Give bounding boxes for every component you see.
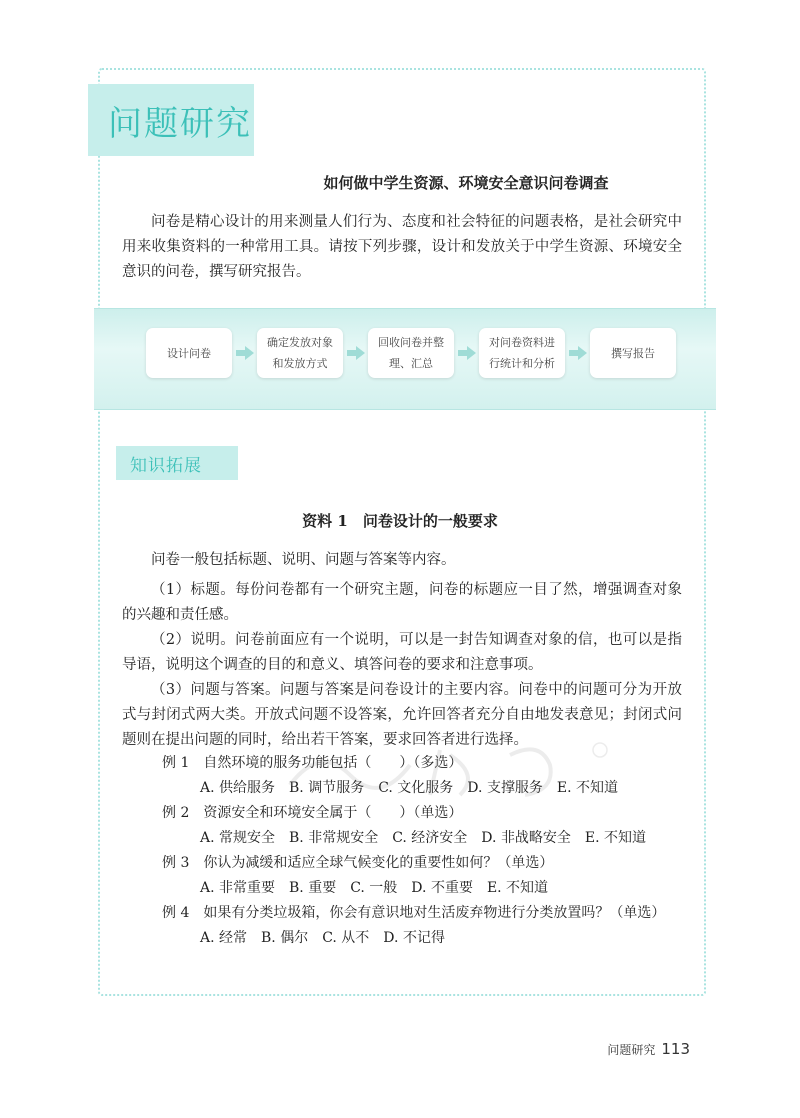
right-arrow-icon <box>454 342 479 364</box>
research-title: 如何做中学生资源、环境安全意识问卷调查 <box>323 174 609 192</box>
flow-step-design: 设计问卷 <box>146 328 232 378</box>
page-number: 113 <box>661 1040 690 1058</box>
page-footer <box>607 1040 690 1058</box>
knowledge-header-label: 知识拓展 <box>130 455 202 476</box>
right-arrow-icon <box>343 342 368 364</box>
knowledge-header <box>116 446 238 480</box>
flow-step-report: 撰写报告 <box>590 328 676 378</box>
example-2-question: 例 2 资源安全和环境安全属于（ ）（单选） <box>162 805 463 821</box>
footer-section: 问题研究 <box>607 1043 656 1057</box>
example-1-options: A. 供给服务 B. 调节服务 C. 文化服务 D. 支撑服务 E. 不知道 <box>200 780 619 796</box>
flow-step-collect: 回收问卷并整理、汇总 <box>368 328 454 378</box>
material-p2: （2）说明。问卷前面应有一个说明，可以是一封告知调查对象的信，也可以是指导语，说明这个调查的目的和意义、填答问卷的要求和注意事项。 <box>122 632 682 673</box>
watermark-logo <box>280 735 620 809</box>
right-arrow-icon <box>565 342 590 364</box>
section-header <box>88 84 254 156</box>
material-p3: （3）问题与答案。问题与答案是问卷设计的主要内容。问卷中的问题可分为开放式与封闭式两大类。开放式问题不设答案，允许回答者充分自由地发表意见；封闭式问题则在提出问题的同时，给出若干答案，要求回答者进行选择。 <box>122 682 682 748</box>
example-2-options: A. 常规安全 B. 非常规安全 C. 经济安全 D. 非战略安全 E. 不知道 <box>200 830 647 846</box>
example-1-question: 例 1 自然环境的服务功能包括（ ）（多选） <box>162 755 463 771</box>
material-p1: （1）标题。每份问卷都有一个研究主题，问卷的标题应一目了然，增强调查对象的兴趣和责任感。 <box>122 582 682 623</box>
section-title: 问题研究 <box>108 103 252 144</box>
material-title: 资料 1 问卷设计的一般要求 <box>302 512 498 530</box>
flow-step-distribute: 确定发放对象和发放方式 <box>257 328 343 378</box>
research-intro: 问卷是精心设计的用来测量人们行为、态度和社会特征的问题表格，是社会研究中用来收集资料的一种常用工具。请按下列步骤，设计和发放关于中学生资源、环境安全意识的问卷，撰写研究报告。 <box>122 214 682 280</box>
example-4-options: A. 经常 B. 偶尔 C. 从不 D. 不记得 <box>200 930 445 946</box>
flow-chart <box>146 327 676 379</box>
example-3-question: 例 3 你认为减缓和适应全球气候变化的重要性如何？（单选） <box>162 855 554 871</box>
example-3-options: A. 非常重要 B. 重要 C. 一般 D. 不重要 E. 不知道 <box>200 880 549 896</box>
example-4-question: 例 4 如果有分类垃圾箱，你会有意识地对生活废弃物进行分类放置吗？（单选） <box>162 905 666 921</box>
right-arrow-icon <box>232 342 257 364</box>
material-p0: 问卷一般包括标题、说明、问题与答案等内容。 <box>151 552 456 568</box>
flow-step-analyze: 对问卷资料进行统计和分析 <box>479 328 565 378</box>
